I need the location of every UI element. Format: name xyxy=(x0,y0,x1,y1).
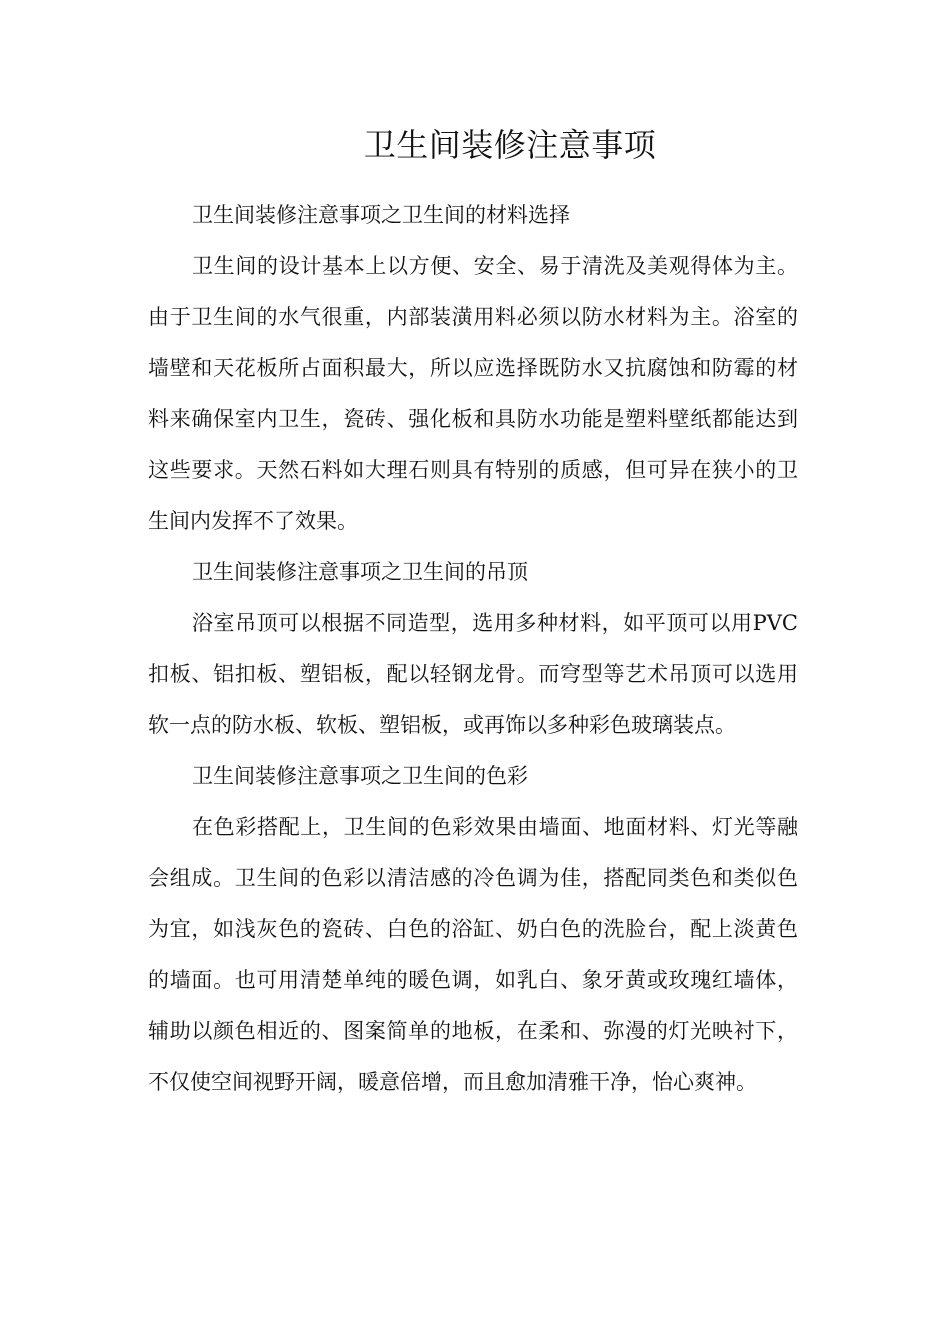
section-body-materials: 卫生间的设计基本上以方便、安全、易于清洗及美观得体为主。由于卫生间的水气很重，内部装潢用料必须以防水材料为主。浴室的墙壁和天花板所占面积最大，所以应选择既防水又抗腐蚀和防霉的材料来确保室内卫生，瓷砖、强化板和具防水功能是塑料壁纸都能达到这些要求。天然石料如大理石则具有特别的质感，但可异在狭小的卫生间内发挥不了效果。 xyxy=(148,254,798,533)
document-title: 卫生间装修注意事项 xyxy=(363,126,657,164)
section-heading-color: 卫生间装修注意事项之卫生间的色彩 xyxy=(192,764,528,788)
section-body-color: 在色彩搭配上，卫生间的色彩效果由墙面、地面材料、灯光等融会组成。卫生间的色彩以清洁感的冷色调为佳，搭配同类色和类似色为宜，如浅灰色的瓷砖、白色的浴缸、奶白色的洗脸台，配上淡黄色的墙面。也可用清楚单纯的暖色调，如乳白、象牙黄或玫瑰红墙体，辅助以颜色相近的、图案简单的地板，在柔和、弥漫的灯光映衬下，不仅使空间视野开阔，暖意倍增，而且愈加清雅干净，怡心爽神。 xyxy=(148,815,798,1094)
section-heading-ceiling: 卫生间装修注意事项之卫生间的吊顶 xyxy=(192,560,528,584)
section-heading-materials: 卫生间装修注意事项之卫生间的材料选择 xyxy=(192,203,570,227)
document-body xyxy=(148,190,798,1108)
section-body-ceiling: 浴室吊顶可以根据不同造型，选用多种材料，如平顶可以用PVC扣板、铝扣板、塑铝板，配以轻钢龙骨。而穹型等艺术吊顶可以选用软一点的防水板、软板、塑铝板，或再饰以多种彩色玻璃装点。 xyxy=(148,611,798,737)
